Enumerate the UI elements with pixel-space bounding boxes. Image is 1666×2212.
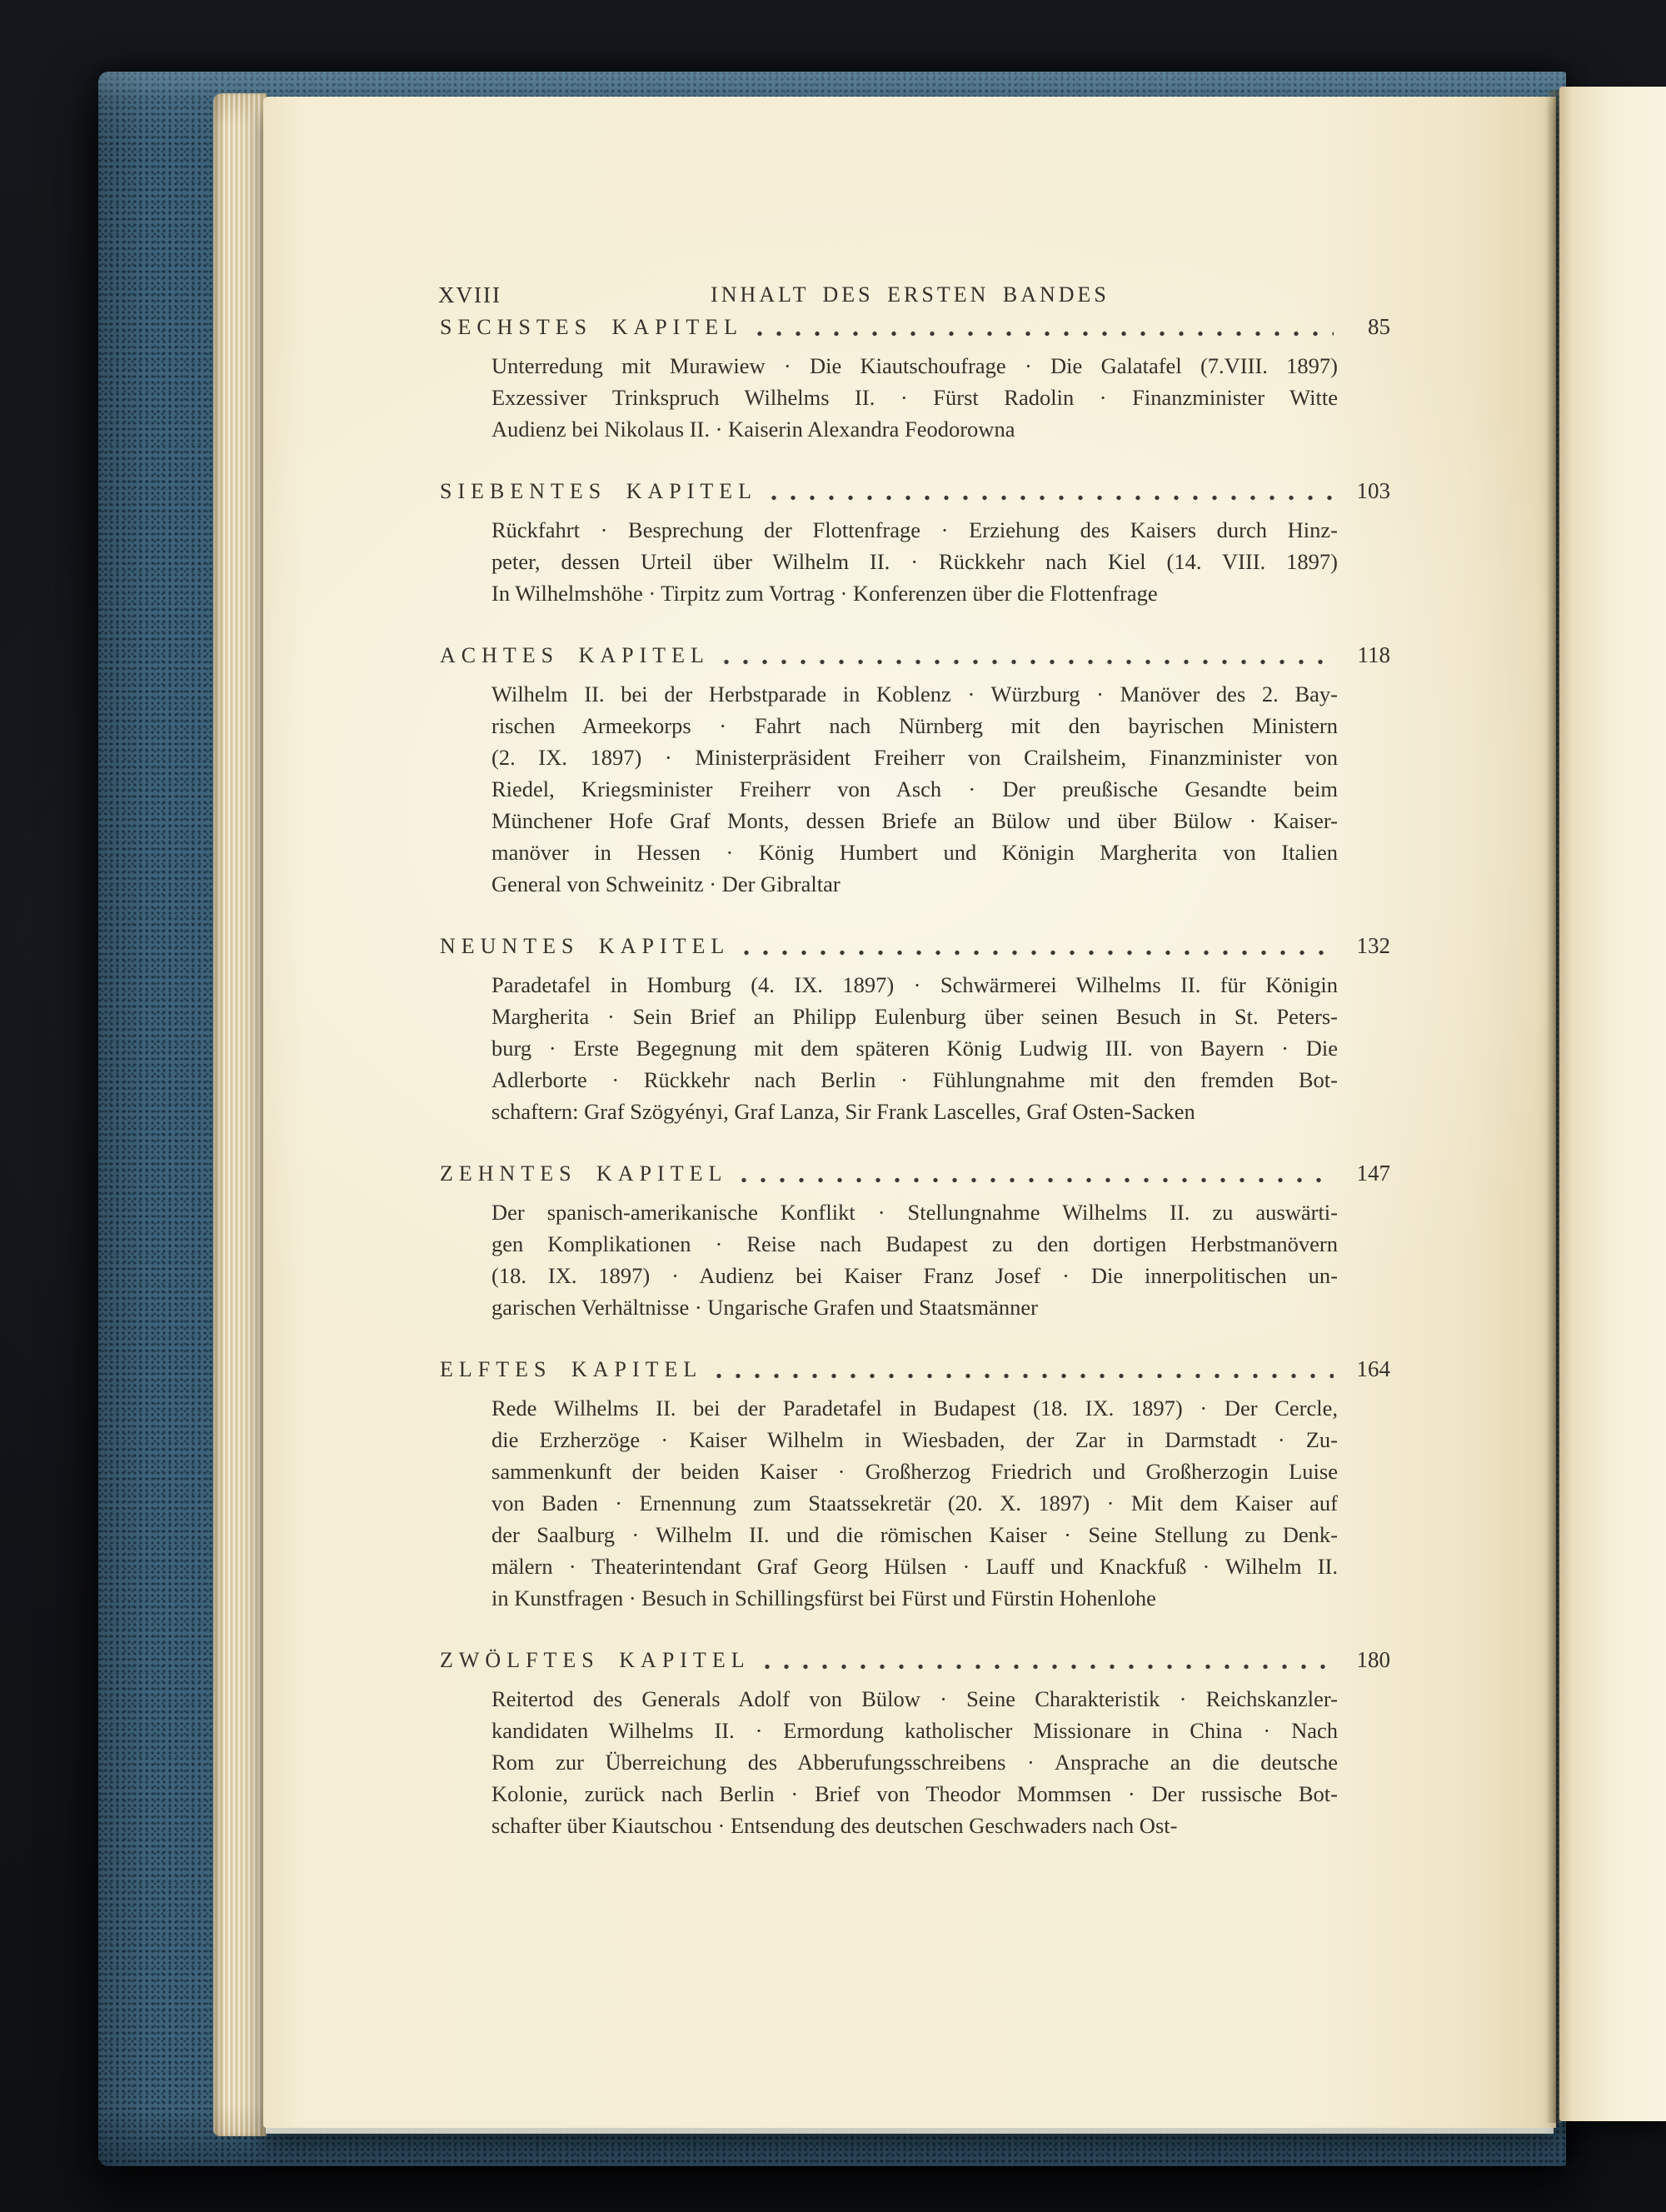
summary-line: Der spanisch-amerikanische Konflikt · Stellungnahme Wilhelms II. zu auswärti- [491, 1200, 1338, 1225]
summary-line: Rom zur Überreichung des Abberufungsschreibens · Ansprache an die deutsche [491, 1750, 1338, 1775]
chapter-page-number: 118 [1357, 642, 1390, 667]
dot-leader [723, 658, 1334, 666]
left-page [263, 97, 1556, 2128]
toc-entry [440, 311, 1390, 445]
summary-line: kandidaten Wilhelms II. · Ermordung katholischer Missionare in China · Nach [491, 1718, 1338, 1743]
dot-leader [756, 330, 1334, 337]
toc-entry-heading [440, 311, 1390, 343]
chapter-summary [491, 678, 1338, 900]
summary-line: peter, dessen Urteil über Wilhelm II. · Rückkehr nach Kiel (14. VIII. 1897) [491, 549, 1338, 574]
chapter-summary [491, 514, 1338, 609]
summary-line: der Saalburg · Wilhelm II. und die römischen Kaiser · Seine Stellung zu Denk- [491, 1522, 1338, 1547]
summary-line: in Kunstfragen · Besuch in Schillingsfürst bei Fürst und Fürstin Hohenlohe [491, 1585, 1156, 1610]
dot-leader [743, 949, 1334, 956]
summary-line: (18. IX. 1897) · Audienz bei Kaiser Franz Josef · Die innerpolitischen un- [491, 1263, 1338, 1288]
chapter-title: ZWÖLFTES KAPITEL [440, 1648, 751, 1672]
chapter-title: NEUNTES KAPITEL [440, 934, 731, 958]
running-title: INHALT DES ERSTEN BANDES [711, 282, 1110, 307]
chapter-page-number: 180 [1356, 1647, 1390, 1672]
summary-line: sammenkunft der beiden Kaiser · Großherzog Friedrich und Großherzogin Luise [491, 1459, 1338, 1484]
toc-entry [440, 1644, 1390, 1841]
summary-line: schaftern: Graf Szögyényi, Graf Lanza, Sir Frank Lascelles, Graf Osten-Sacken [491, 1099, 1195, 1124]
summary-line: Rückfahrt · Besprechung der Flottenfrage · Erziehung des Kaisers durch Hinz- [491, 517, 1338, 542]
chapter-title: ZEHNTES KAPITEL [440, 1161, 728, 1186]
toc-entry [440, 475, 1390, 609]
summary-line: General von Schweinitz · Der Gibraltar [491, 871, 840, 896]
toc-entry-heading [440, 1353, 1390, 1386]
page-edge-stack [213, 93, 267, 2136]
chapter-summary [491, 350, 1338, 445]
summary-line: gen Komplikationen · Reise nach Budapest zu den dortigen Herbstmanövern [491, 1231, 1338, 1256]
toc-entry [440, 1353, 1390, 1614]
chapter-summary [491, 969, 1338, 1127]
summary-line: Adlerborte · Rückkehr nach Berlin · Fühlungnahme mit den fremden Bot- [491, 1067, 1338, 1092]
dot-leader [716, 1372, 1334, 1380]
toc [440, 311, 1390, 1841]
chapter-title: SIEBENTES KAPITEL [440, 479, 758, 503]
summary-line: Münchener Hofe Graf Monts, dessen Briefe an Bülow und über Bülow · Kaiser- [491, 808, 1338, 833]
summary-line: schafter über Kiautschou · Entsendung des deutschen Geschwaders nach Ost- [491, 1813, 1178, 1838]
chapter-summary [491, 1683, 1338, 1841]
summary-line: Reitertod des Generals Adolf von Bülow · Seine Charakteristik · Reichskanzler- [491, 1686, 1338, 1711]
summary-line: Paradetafel in Homburg (4. IX. 1897) · Schwärmerei Wilhelms II. für Königin [491, 972, 1338, 997]
chapter-page-number: 164 [1356, 1356, 1390, 1381]
summary-line: Exzessiver Trinkspruch Wilhelms II. · Fürst Radolin · Finanzminister Witte [491, 385, 1338, 410]
summary-line: rischen Armeekorps · Fahrt nach Nürnberg mit den bayrischen Ministern [491, 713, 1338, 738]
chapter-page-number: 132 [1356, 933, 1390, 958]
summary-line: Wilhelm II. bei der Herbstparade in Koblenz · Würzburg · Manöver des 2. Bay- [491, 682, 1338, 707]
page-header [440, 279, 1390, 311]
summary-line: Riedel, Kriegsminister Freiherr von Asch · Der preußische Gesandte beim [491, 776, 1338, 801]
page-folio: XVIII [438, 282, 501, 307]
toc-entry [440, 930, 1390, 1127]
chapter-title: ACHTES KAPITEL [440, 643, 710, 667]
summary-line: In Wilhelmshöhe · Tirpitz zum Vortrag · Konferenzen über die Flottenfrage [491, 581, 1158, 606]
summary-line: Audienz bei Nikolaus II. · Kaiserin Alexandra Feodorowna [491, 417, 1015, 442]
dot-leader [741, 1176, 1334, 1184]
chapter-page-number: 103 [1356, 478, 1390, 503]
dot-leader [771, 494, 1334, 502]
summary-line: garischen Verhältnisse · Ungarische Grafen und Staatsmänner [491, 1295, 1038, 1320]
right-page [1559, 87, 1666, 2121]
summary-line: Unterredung mit Murawiew · Die Kiautschoufrage · Die Galatafel (7.VIII. 1897) [491, 353, 1338, 378]
toc-entry-heading [440, 475, 1390, 507]
summary-line: burg · Erste Begegnung mit dem späteren König Ludwig III. von Bayern · Die [491, 1036, 1338, 1061]
dot-leader [764, 1663, 1334, 1670]
chapter-page-number: 147 [1356, 1161, 1390, 1186]
summary-line: mälern · Theaterintendant Graf Georg Hülsen · Lauff und Knackfuß · Wilhelm II. [491, 1554, 1338, 1579]
summary-line: die Erzherzöge · Kaiser Wilhelm in Wiesbaden, der Zar in Darmstadt · Zu- [491, 1427, 1338, 1452]
chapter-page-number: 85 [1368, 314, 1390, 339]
toc-entry [440, 639, 1390, 900]
summary-line: von Baden · Ernennung zum Staatssekretär (20. X. 1897) · Mit dem Kaiser auf [491, 1490, 1338, 1515]
toc-entry-heading [440, 930, 1390, 962]
chapter-summary [491, 1392, 1338, 1614]
summary-line: Kolonie, zurück nach Berlin · Brief von Theodor Mommsen · Der russische Bot- [491, 1781, 1338, 1806]
toc-entry-heading [440, 1644, 1390, 1676]
summary-line: Rede Wilhelms II. bei der Paradetafel in Budapest (18. IX. 1897) · Der Cercle, [491, 1396, 1338, 1421]
summary-line: manöver in Hessen · König Humbert und Königin Margherita von Italien [491, 840, 1338, 865]
toc-entry-heading [440, 1157, 1390, 1190]
summary-line: (2. IX. 1897) · Ministerpräsident Freiherr von Crailsheim, Finanzminister von [491, 745, 1338, 770]
chapter-title: ELFTES KAPITEL [440, 1357, 703, 1381]
chapter-title: SECHSTES KAPITEL [440, 315, 743, 339]
chapter-summary [491, 1196, 1338, 1323]
page-content [440, 279, 1390, 1871]
toc-entry [440, 1157, 1390, 1323]
toc-entry-heading [440, 639, 1390, 672]
summary-line: Margherita · Sein Brief an Philipp Eulenburg über seinen Besuch in St. Peters- [491, 1004, 1338, 1029]
